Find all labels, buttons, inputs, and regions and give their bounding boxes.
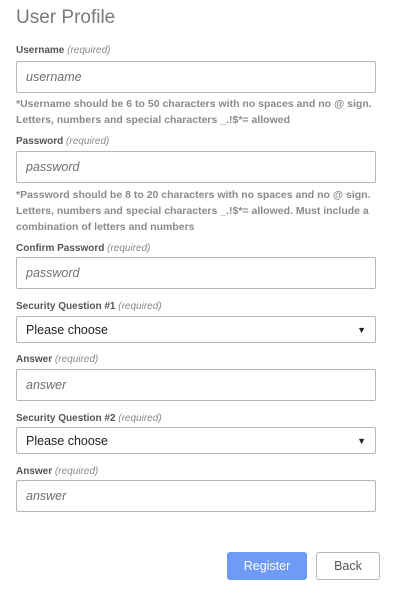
password-label-text: Password — [16, 136, 64, 147]
password-label — [16, 136, 109, 147]
username-label-text: Username — [16, 45, 65, 56]
security-question-2-label — [16, 413, 162, 424]
required-tag: (required) — [118, 301, 162, 312]
username-hint: *Username should be 6 to 50 characters with no spaces and no @ sign. Letters, numbers and special characters _.!$*= allowed — [16, 98, 372, 126]
required-tag: (required) — [66, 136, 110, 147]
password-input[interactable] — [16, 151, 376, 183]
answer-2-label-text: Answer — [16, 466, 53, 477]
required-tag: (required) — [67, 45, 111, 56]
answer-1-label-text: Answer — [16, 354, 53, 365]
password-hint: *Password should be 8 to 20 characters with no spaces and no @ sign. Letters, numbers and special characters _.!$*= allowed. Must include a combination of letters and numbers — [16, 189, 371, 233]
security-question-2-select[interactable] — [16, 427, 376, 454]
required-tag: (required) — [107, 243, 151, 254]
register-button[interactable]: Register — [227, 552, 307, 580]
required-tag: (required) — [54, 354, 99, 365]
security-question-1-value: Please choose — [26, 322, 109, 337]
required-tag: (required) — [118, 413, 162, 424]
answer-1-input[interactable] — [16, 369, 376, 401]
security-question-2-value: Please choose — [26, 433, 109, 448]
confirm-password-input[interactable] — [16, 257, 376, 289]
chevron-down-icon: ▼ — [357, 435, 366, 446]
username-label — [16, 45, 111, 56]
back-button[interactable]: Back — [316, 552, 380, 580]
confirm-password-label — [16, 243, 151, 254]
security-question-1-select[interactable] — [16, 316, 376, 343]
answer-1-label — [16, 354, 98, 365]
security-question-1-label — [16, 301, 162, 312]
username-input[interactable] — [16, 61, 376, 93]
answer-2-input[interactable] — [16, 480, 376, 512]
confirm-password-label-text: Confirm Password — [16, 243, 105, 254]
required-tag: (required) — [54, 466, 99, 477]
answer-2-label — [16, 466, 98, 477]
security-question-2-label-text: Security Question #2 — [16, 413, 116, 424]
chevron-down-icon: ▼ — [357, 324, 366, 335]
page-title: User Profile — [16, 7, 116, 28]
security-question-1-label-text: Security Question #1 — [16, 301, 116, 312]
